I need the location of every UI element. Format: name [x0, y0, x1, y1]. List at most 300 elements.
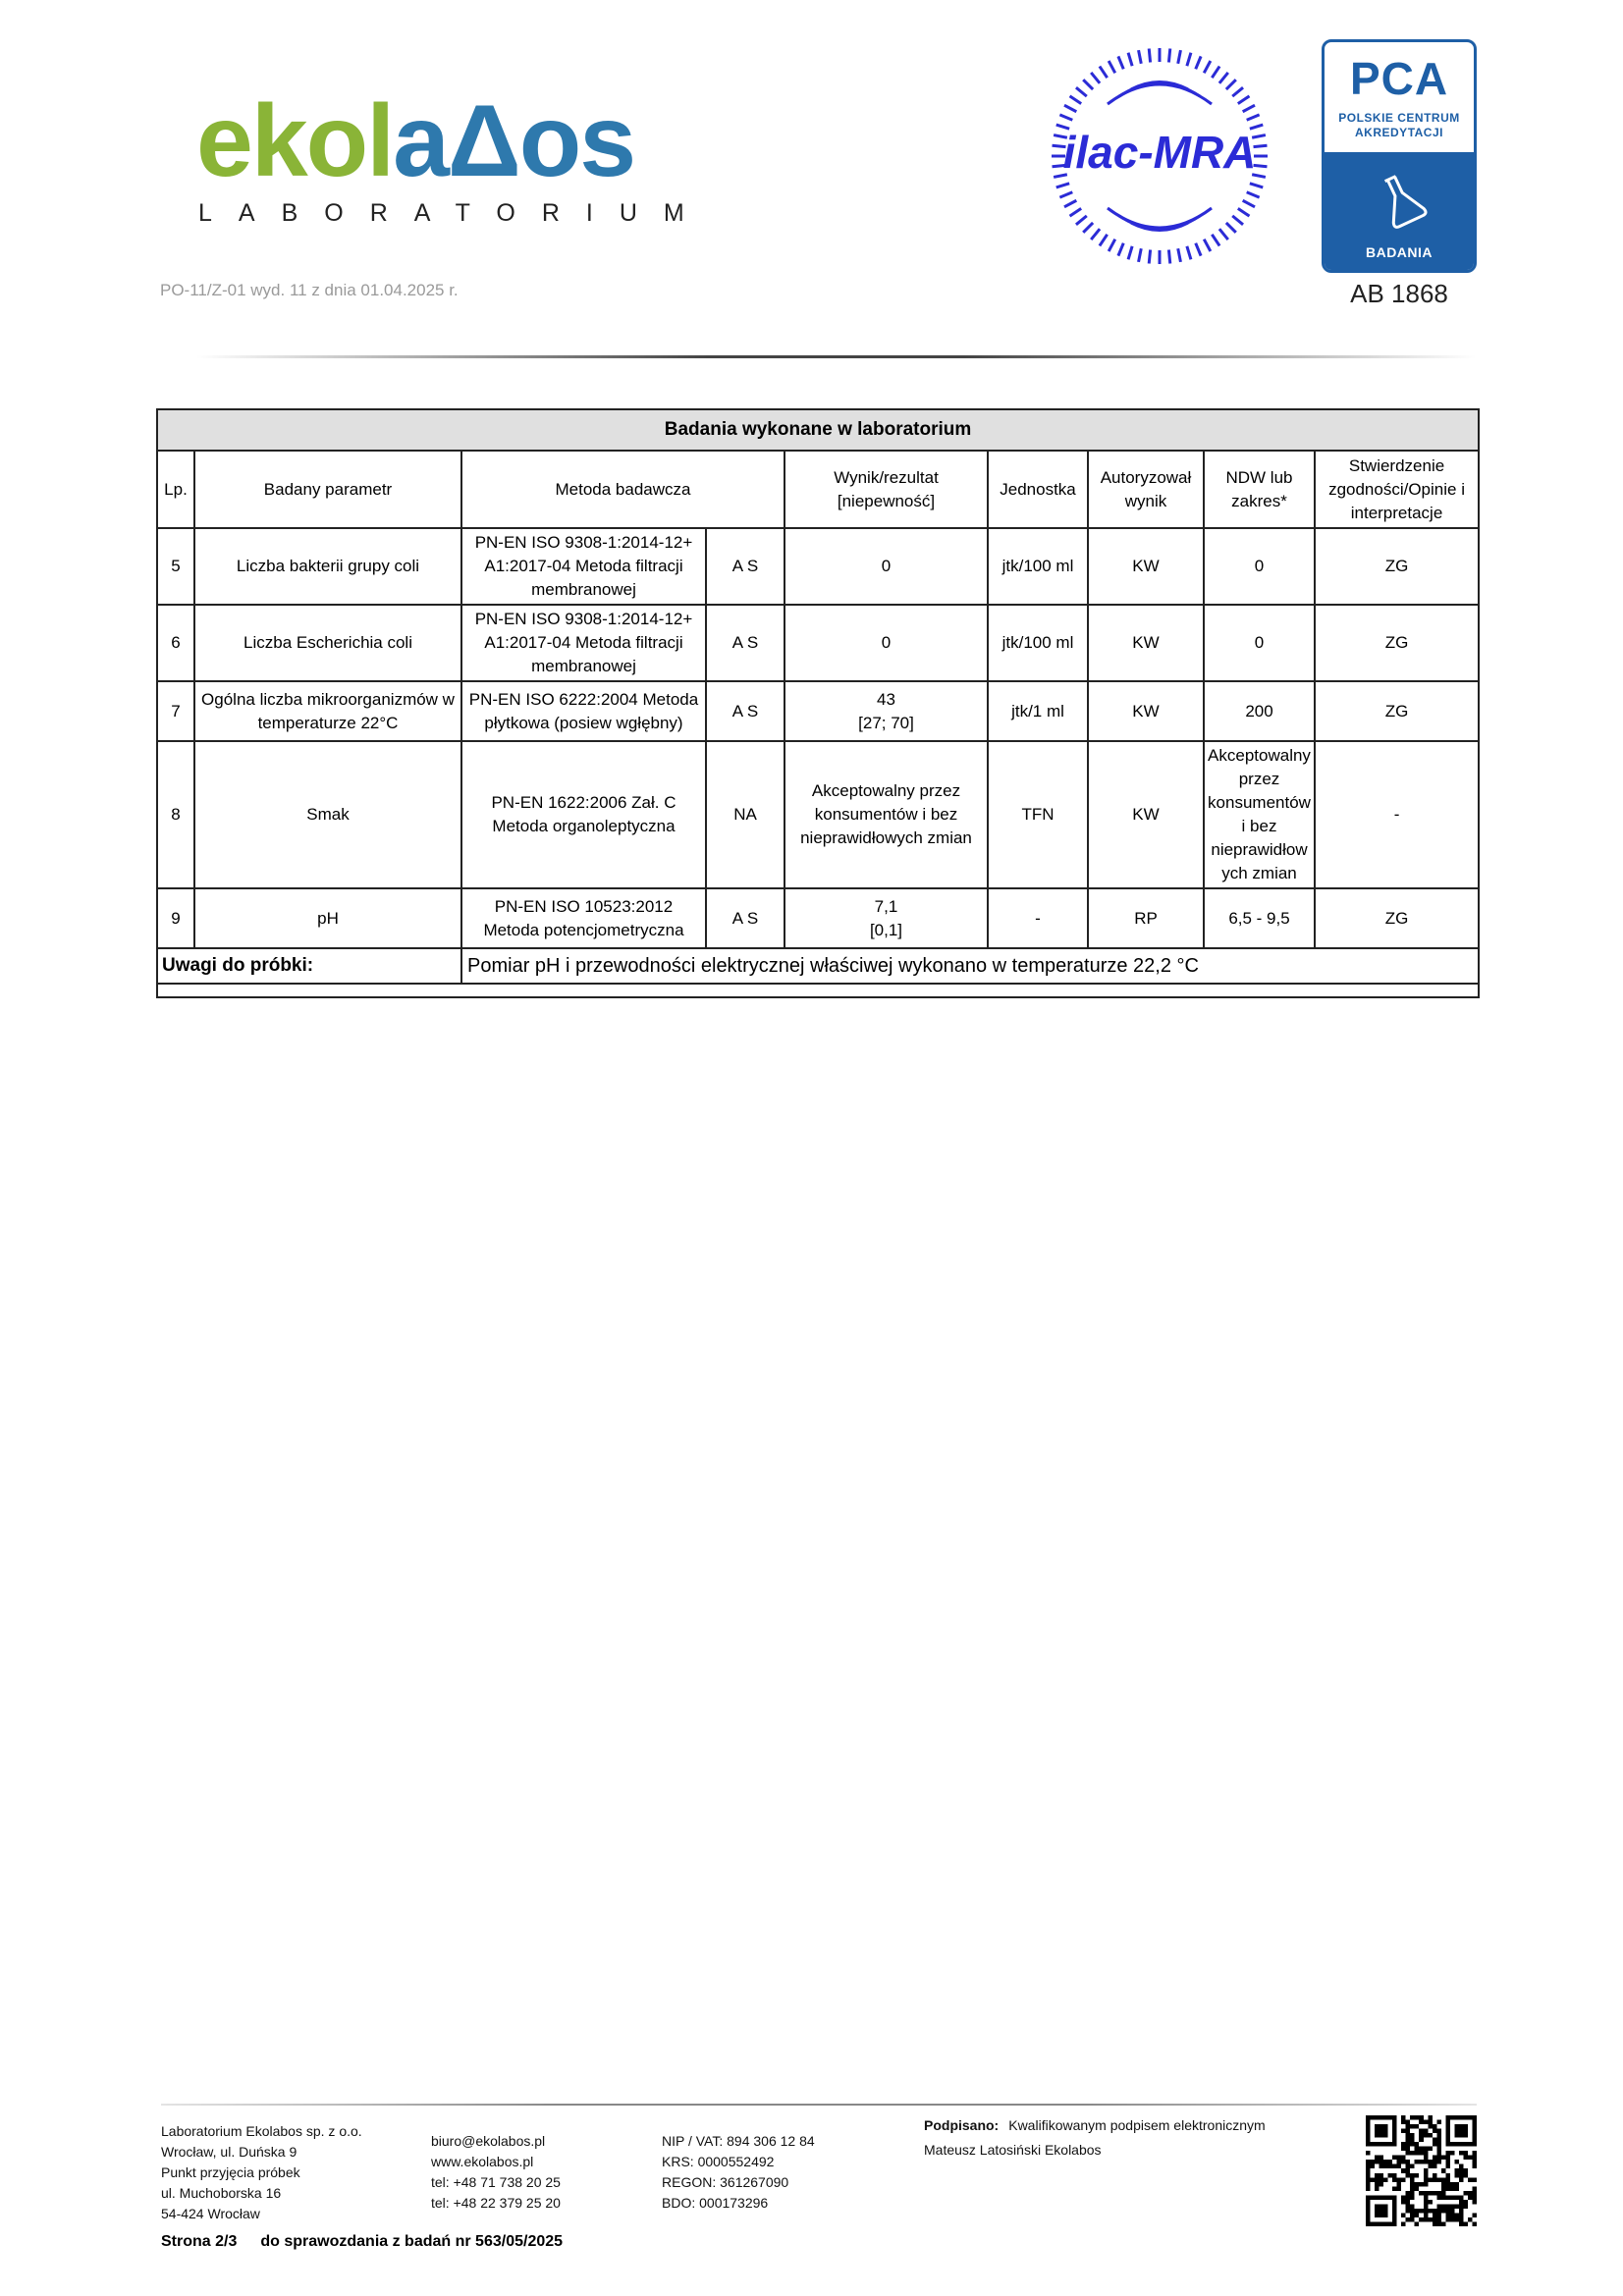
qr-module: [1441, 2209, 1446, 2214]
qr-module: [1450, 2195, 1455, 2200]
ilac-tick: [1196, 243, 1201, 256]
qr-module: [1454, 2195, 1459, 2200]
qr-module: [1401, 2213, 1406, 2217]
table-row: 8 Smak PN-EN 1622:2006 Zał. C Metoda organoleptyczna NA Akceptowalny przez konsumentów i bez nieprawidłowych zmian TFN KW Akceptowalny przez konsumentów i bez nieprawidłowych zmian -: [157, 741, 1479, 888]
qr-module: [1459, 2204, 1464, 2209]
qr-module: [1428, 2147, 1433, 2152]
qr-module: [1454, 2182, 1459, 2187]
header-divider: [196, 355, 1476, 358]
qr-module: [1415, 2213, 1420, 2217]
qr-module: [1366, 2164, 1371, 2169]
qr-module: [1371, 2177, 1376, 2182]
ilac-tick: [1149, 250, 1150, 264]
qr-module: [1459, 2209, 1464, 2214]
qr-module: [1397, 2182, 1402, 2187]
qr-module: [1415, 2182, 1420, 2187]
qr-module: [1392, 2186, 1397, 2191]
qr-module: [1380, 2160, 1384, 2164]
ilac-tick: [1243, 105, 1255, 112]
qr-module: [1410, 2173, 1415, 2178]
header-ndw: NDW lub zakres*: [1204, 451, 1315, 528]
qr-module: [1445, 2217, 1450, 2222]
qr-module: [1459, 2177, 1464, 2182]
qr-module: [1463, 2151, 1468, 2156]
qr-module: [1375, 2160, 1380, 2164]
qr-module: [1406, 2124, 1411, 2129]
ilac-tick: [1059, 192, 1072, 197]
ilac-tick: [1226, 80, 1236, 89]
qr-module: [1388, 2173, 1393, 2178]
qr-module: [1433, 2173, 1437, 2178]
qr-module: [1419, 2138, 1424, 2143]
qr-module: [1401, 2160, 1406, 2164]
ilac-tick: [1219, 229, 1228, 240]
qr-module: [1424, 2151, 1429, 2156]
qr-module: [1454, 2186, 1459, 2191]
qr-module: [1436, 2156, 1441, 2161]
qr-module: [1436, 2120, 1441, 2125]
qr-module: [1424, 2213, 1429, 2217]
qr-module: [1450, 2186, 1455, 2191]
qr-module: [1419, 2191, 1424, 2196]
qr-module: [1406, 2138, 1411, 2143]
ilac-tick: [1178, 50, 1181, 64]
qr-module: [1433, 2164, 1437, 2169]
qr-module: [1445, 2173, 1450, 2178]
report-reference: do sprawozdania z badań nr 563/05/2025: [260, 2233, 564, 2250]
table-row: 9 pH PN-EN ISO 10523:2012 Metoda potencjometryczna A S 7,1 [0,1] - RP 6,5 - 9,5 ZG: [157, 888, 1479, 948]
qr-module: [1383, 2160, 1388, 2164]
qr-module: [1410, 2164, 1415, 2169]
qr-module: [1366, 2168, 1371, 2173]
qr-module: [1392, 2156, 1397, 2161]
qr-module: [1375, 2173, 1380, 2178]
qr-module: [1397, 2164, 1402, 2169]
qr-module: [1406, 2142, 1411, 2147]
ilac-tick: [1238, 208, 1250, 216]
qr-module: [1371, 2160, 1376, 2164]
accreditation-number: AB 1868: [1350, 279, 1448, 308]
table-bottom-spacer: [157, 984, 1479, 997]
qr-module: [1375, 2182, 1380, 2187]
qr-module: [1445, 2156, 1450, 2161]
qr-module: [1397, 2160, 1402, 2164]
qr-module: [1450, 2151, 1455, 2156]
table-title: Badania wykonane w laboratorium: [157, 409, 1479, 451]
qr-module: [1433, 2177, 1437, 2182]
notes-text: Pomiar pH i przewodności elektrycznej właściwej wykonano w temperaturze 22,2 °C: [461, 948, 1479, 984]
qr-module: [1472, 2156, 1477, 2161]
qr-module: [1383, 2164, 1388, 2169]
qr-module: [1463, 2200, 1468, 2205]
ilac-tick: [1219, 73, 1228, 83]
qr-module: [1375, 2177, 1380, 2182]
ilac-tick: [1128, 53, 1132, 66]
qr-module: [1419, 2217, 1424, 2222]
pca-subtitle-2: AKREDYTACJI: [1355, 126, 1443, 139]
qr-module: [1441, 2221, 1446, 2226]
qr-module: [1419, 2209, 1424, 2214]
qr-module: [1454, 2173, 1459, 2178]
qr-module: [1428, 2164, 1433, 2169]
signed-text: Kwalifikowanym podpisem elektronicznym: [1008, 2117, 1266, 2133]
qr-module: [1463, 2221, 1468, 2226]
qr-module: [1401, 2156, 1406, 2161]
header-lp: Lp.: [157, 451, 194, 528]
qr-module: [1433, 2217, 1437, 2222]
qr-module: [1410, 2138, 1415, 2143]
ilac-label: ilac-MRA: [1062, 127, 1257, 178]
qr-module: [1419, 2133, 1424, 2138]
qr-module: [1472, 2191, 1477, 2196]
qr-module: [1459, 2221, 1464, 2226]
header-unit: Jednostka: [988, 451, 1088, 528]
qr-module: [1424, 2195, 1429, 2200]
qr-module: [1472, 2213, 1477, 2217]
ilac-tick: [1139, 248, 1142, 262]
qr-code: [1366, 2115, 1477, 2226]
ilac-tick: [1247, 192, 1260, 197]
qr-module: [1441, 2204, 1446, 2209]
qr-module: [1445, 2204, 1450, 2209]
qr-module: [1454, 2217, 1459, 2222]
qr-module: [1463, 2204, 1468, 2209]
qr-module: [1375, 2186, 1380, 2191]
qr-module: [1410, 2217, 1415, 2222]
qr-module: [1433, 2213, 1437, 2217]
qr-module: [1424, 2204, 1429, 2209]
qr-module: [1454, 2168, 1459, 2173]
qr-module: [1410, 2191, 1415, 2196]
ilac-tick: [1250, 184, 1263, 187]
qr-module: [1445, 2182, 1450, 2187]
qr-module: [1436, 2142, 1441, 2147]
qr-module: [1472, 2195, 1477, 2200]
qr-module: [1424, 2217, 1429, 2222]
pca-title: PCA: [1349, 53, 1449, 104]
qr-module: [1401, 2195, 1406, 2200]
qr-module: [1397, 2156, 1402, 2161]
qr-module: [1428, 2191, 1433, 2196]
qr-module: [1419, 2182, 1424, 2187]
pca-accreditation-badge: [1322, 39, 1477, 273]
qr-module: [1406, 2200, 1411, 2205]
qr-module: [1410, 2195, 1415, 2200]
ilac-tick: [1100, 67, 1108, 79]
qr-module: [1433, 2160, 1437, 2164]
qr-module: [1436, 2160, 1441, 2164]
qr-module: [1406, 2164, 1411, 2169]
qr-module: [1468, 2191, 1473, 2196]
ilac-tick: [1187, 53, 1191, 66]
qr-module: [1380, 2156, 1384, 2161]
qr-module: [1472, 2160, 1477, 2164]
qr-module: [1401, 2142, 1406, 2147]
qr-module: [1397, 2177, 1402, 2182]
qr-module: [1410, 2115, 1415, 2120]
flask-icon: [1373, 170, 1432, 229]
qr-module: [1436, 2177, 1441, 2182]
qr-module: [1388, 2160, 1393, 2164]
notes-label: Uwagi do próbki:: [157, 948, 461, 984]
qr-module: [1366, 2160, 1371, 2164]
qr-module: [1406, 2120, 1411, 2125]
pca-badania-label: BADANIA: [1365, 244, 1434, 260]
qr-module: [1424, 2209, 1429, 2214]
footer-address: Laboratorium Ekolabos sp. z o.o. Wrocław, ul. Duńska 9 Punkt przyjęcia próbek ul. Muchoborska 16 54-424 Wrocław: [161, 2123, 362, 2221]
ilac-tick: [1178, 248, 1181, 262]
ilac-tick: [1226, 223, 1236, 233]
qr-module: [1401, 2147, 1406, 2152]
company-logo: ekolaΔos: [196, 84, 635, 198]
ilac-tick: [1168, 250, 1169, 264]
qr-module: [1415, 2160, 1420, 2164]
qr-module: [1380, 2177, 1384, 2182]
qr-module: [1450, 2182, 1455, 2187]
qr-module: [1424, 2173, 1429, 2178]
qr-module: [1415, 2115, 1420, 2120]
qr-module: [1428, 2177, 1433, 2182]
header-result: Wynik/rezultat [niepewność]: [784, 451, 988, 528]
ilac-tick: [1109, 61, 1115, 73]
qr-module: [1445, 2177, 1450, 2182]
qr-module: [1415, 2173, 1420, 2178]
qr-module: [1459, 2200, 1464, 2205]
qr-module: [1424, 2200, 1429, 2205]
ilac-tick: [1168, 49, 1169, 63]
qr-module: [1433, 2142, 1437, 2147]
ilac-tick: [1059, 115, 1072, 120]
qr-module: [1463, 2173, 1468, 2178]
qr-module: [1424, 2177, 1429, 2182]
qr-module: [1406, 2160, 1411, 2164]
qr-module: [1428, 2209, 1433, 2214]
header-authorized: Autoryzował wynik: [1088, 451, 1204, 528]
website-link[interactable]: www.ekolabos.pl: [431, 2154, 534, 2169]
qr-module: [1424, 2168, 1429, 2173]
qr-module: [1441, 2186, 1446, 2191]
ilac-tick: [1083, 80, 1093, 89]
ilac-tick: [1187, 246, 1191, 259]
qr-module: [1380, 2173, 1384, 2178]
qr-module: [1401, 2120, 1406, 2125]
qr-module: [1401, 2221, 1406, 2226]
qr-module: [1401, 2115, 1406, 2120]
ilac-tick: [1070, 96, 1082, 104]
qr-module: [1428, 2160, 1433, 2164]
qr-module: [1459, 2164, 1464, 2169]
qr-module: [1468, 2177, 1473, 2182]
qr-module: [1397, 2186, 1402, 2191]
ilac-tick: [1109, 240, 1115, 251]
table-row: 6 Liczba Escherichia coli PN-EN ISO 9308-1:2014-12+ A1:2017-04 Metoda filtracji membranowej A S 0 jtk/100 ml KW 0 ZG: [157, 605, 1479, 681]
qr-module: [1415, 2221, 1420, 2226]
signer-name: Mateusz Latosiński Ekolabos: [924, 2142, 1102, 2158]
ilac-tick: [1118, 56, 1123, 69]
qr-module: [1459, 2217, 1464, 2222]
qr-module: [1433, 2221, 1437, 2226]
qr-module: [1392, 2177, 1397, 2182]
qr-module: [1441, 2182, 1446, 2187]
qr-module: [1415, 2186, 1420, 2191]
footer-company-ids: NIP / VAT: 894 306 12 84 KRS: 0000552492 REGON: 361267090 BDO: 000173296: [662, 2133, 815, 2211]
ilac-tick: [1118, 243, 1123, 256]
qr-module: [1415, 2124, 1420, 2129]
header-method: Metoda badawcza: [461, 451, 784, 528]
qr-module: [1450, 2209, 1455, 2214]
ilac-tick: [1064, 105, 1076, 112]
ilac-tick: [1091, 229, 1100, 240]
qr-module: [1424, 2147, 1429, 2152]
ilac-tick: [1238, 96, 1250, 104]
ilac-tick: [1076, 87, 1087, 96]
qr-module: [1375, 2156, 1380, 2161]
qr-module: [1424, 2191, 1429, 2196]
qr-module: [1428, 2133, 1433, 2138]
ilac-mra-logo: [1049, 45, 1271, 267]
qr-module: [1436, 2133, 1441, 2138]
qr-module: [1450, 2213, 1455, 2217]
qr-module: [1406, 2133, 1411, 2138]
qr-module: [1410, 2124, 1415, 2129]
qr-module: [1380, 2182, 1384, 2187]
qr-module: [1445, 2209, 1450, 2214]
qr-module: [1392, 2164, 1397, 2169]
qr-module: [1468, 2217, 1473, 2222]
qr-module: [1445, 2195, 1450, 2200]
qr-module: [1433, 2191, 1437, 2196]
qr-module: [1433, 2209, 1437, 2214]
ilac-tick: [1204, 240, 1211, 251]
ilac-tick: [1149, 49, 1150, 63]
qr-module: [1415, 2142, 1420, 2147]
results-table: [156, 408, 1480, 998]
qr-module: [1459, 2213, 1464, 2217]
qr-module: [1406, 2191, 1411, 2196]
qr-module: [1459, 2173, 1464, 2178]
qr-module: [1450, 2204, 1455, 2209]
qr-module: [1441, 2168, 1446, 2173]
header-parameter: Badany parametr: [194, 451, 461, 528]
qr-module: [1415, 2151, 1420, 2156]
notes-row: [157, 948, 1479, 984]
qr-module: [1366, 2173, 1371, 2178]
qr-module: [1468, 2195, 1473, 2200]
qr-module: [1436, 2147, 1441, 2152]
qr-module: [1424, 2156, 1429, 2161]
logo-subtitle: LABORATORIUM: [198, 199, 711, 227]
qr-module: [1436, 2129, 1441, 2134]
qr-module: [1406, 2147, 1411, 2152]
qr-module: [1436, 2204, 1441, 2209]
qr-module: [1419, 2160, 1424, 2164]
qr-module: [1383, 2177, 1388, 2182]
ilac-tick: [1064, 200, 1076, 207]
qr-module: [1410, 2186, 1415, 2191]
qr-module: [1410, 2151, 1415, 2156]
qr-module: [1401, 2168, 1406, 2173]
ilac-tick: [1076, 216, 1087, 225]
qr-module: [1428, 2124, 1433, 2129]
document-code: PO-11/Z-01 wyd. 11 z dnia 01.04.2025 r.: [160, 281, 459, 299]
pca-subtitle-1: POLSKIE CENTRUM: [1338, 111, 1460, 125]
qr-module: [1424, 2133, 1429, 2138]
qr-module: [1428, 2115, 1433, 2120]
qr-module: [1436, 2221, 1441, 2226]
qr-module: [1424, 2129, 1429, 2134]
ilac-tick: [1243, 200, 1255, 207]
ilac-tick: [1232, 216, 1243, 225]
qr-module: [1406, 2173, 1411, 2178]
qr-module: [1406, 2195, 1411, 2200]
qr-module: [1410, 2204, 1415, 2209]
ilac-tick: [1070, 208, 1082, 216]
qr-module: [1410, 2177, 1415, 2182]
qr-module: [1436, 2138, 1441, 2143]
qr-module: [1410, 2213, 1415, 2217]
qr-module: [1419, 2120, 1424, 2125]
qr-module: [1428, 2200, 1433, 2205]
qr-module: [1445, 2213, 1450, 2217]
qr-module: [1463, 2156, 1468, 2161]
qr-module: [1424, 2120, 1429, 2125]
signed-label: Podpisano:: [924, 2117, 1000, 2133]
ilac-tick: [1083, 223, 1093, 233]
qr-module: [1428, 2217, 1433, 2222]
footer-divider: [161, 2104, 1477, 2106]
qr-module: [1436, 2209, 1441, 2214]
qr-module: [1410, 2142, 1415, 2147]
qr-module: [1406, 2217, 1411, 2222]
qr-module: [1463, 2168, 1468, 2173]
table-row: 7 Ogólna liczba mikroorganizmów w temperaturze 22°C PN-EN ISO 6222:2004 Metoda płytkowa (posiew wgłębny) A S 43 [27; 70] jtk/1 ml KW 200 ZG: [157, 681, 1479, 741]
ilac-tick: [1128, 246, 1132, 259]
qr-module: [1392, 2173, 1397, 2178]
email-link[interactable]: biuro@ekolabos.pl: [431, 2133, 546, 2149]
qr-module: [1406, 2129, 1411, 2134]
ilac-tick: [1212, 235, 1219, 246]
qr-module: [1433, 2138, 1437, 2143]
qr-module: [1406, 2168, 1411, 2173]
ilac-tick: [1247, 115, 1260, 120]
qr-module: [1419, 2115, 1424, 2120]
qr-module: [1436, 2191, 1441, 2196]
qr-module: [1433, 2124, 1437, 2129]
qr-module: [1366, 2182, 1371, 2187]
qr-module: [1410, 2209, 1415, 2214]
qr-module: [1445, 2186, 1450, 2191]
qr-module: [1410, 2133, 1415, 2138]
qr-module: [1401, 2200, 1406, 2205]
qr-module: [1445, 2160, 1450, 2164]
qr-module: [1441, 2177, 1446, 2182]
qr-module: [1371, 2164, 1376, 2169]
qr-module: [1380, 2164, 1384, 2169]
ilac-tick: [1212, 67, 1219, 79]
qr-module: [1472, 2164, 1477, 2169]
qr-module: [1424, 2160, 1429, 2164]
footer-signature: [924, 2115, 1266, 2161]
ilac-tick: [1091, 73, 1100, 83]
qr-module: [1472, 2177, 1477, 2182]
qr-module: [1433, 2156, 1437, 2161]
qr-module: [1436, 2151, 1441, 2156]
qr-module: [1472, 2151, 1477, 2156]
qr-module: [1450, 2217, 1455, 2222]
qr-module: [1436, 2195, 1441, 2200]
ilac-tick: [1204, 61, 1211, 73]
qr-module: [1406, 2204, 1411, 2209]
